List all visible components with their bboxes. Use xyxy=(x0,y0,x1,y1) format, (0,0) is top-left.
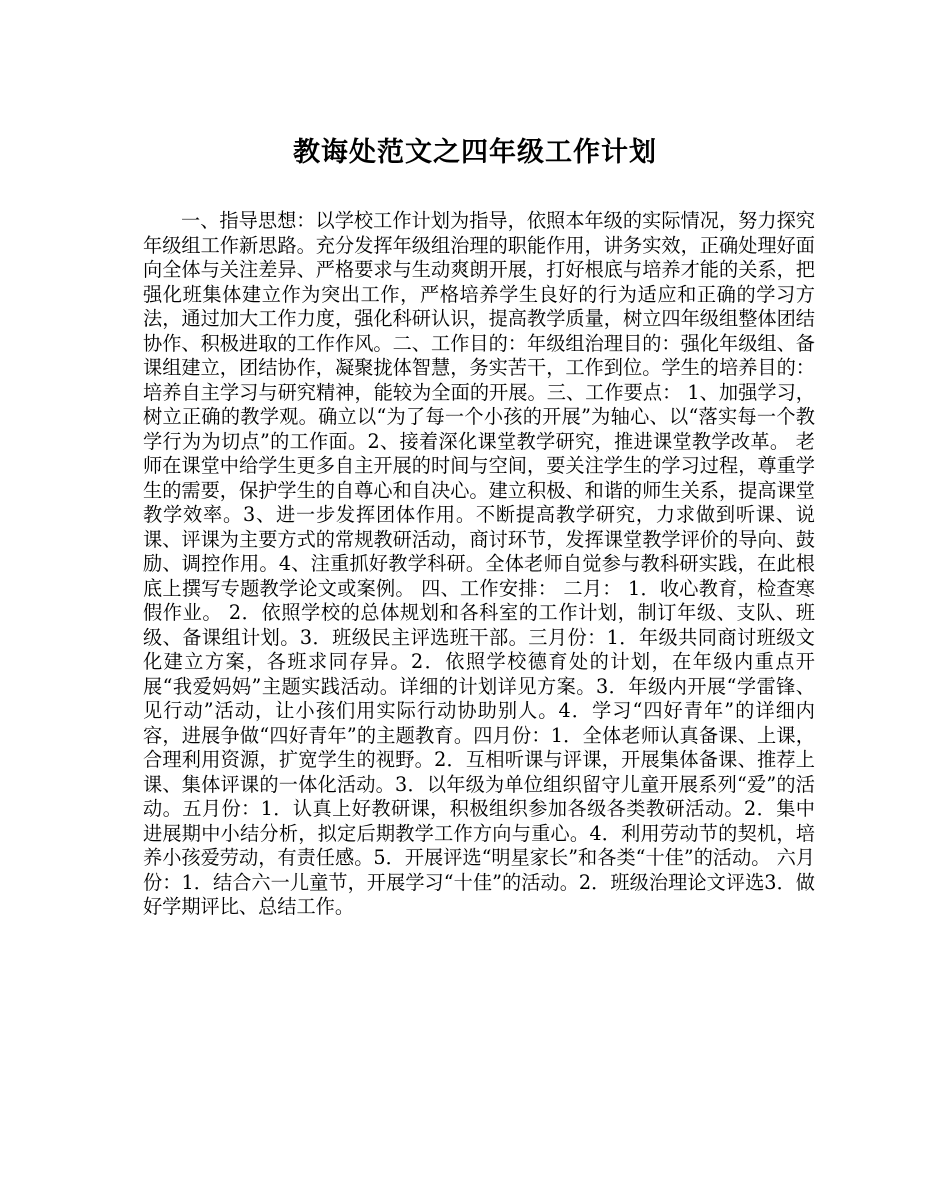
document-body: 一、指导思想：以学校工作计划为指导，依照本年级的实际情况，努力探究年级组工作新思路。充分发挥年级组治理的职能作用，讲务实效，正确处理好面向全体与关注差异、严格要求与生动爽朗开展，打好根底与培养才能的关系，把强化班集体建立作为突出工作，严格培养学生良好的行为适应和正确的学习方法，通过加大工作力度，强化科研认识，提高教学质量，树立四年级组整体团结协作、积极进取的工作作风。二、工作目的：年级组治理目的：强化年级组、备课组建立，团结协作，凝聚拢体智慧，务实苦干，工作到位。学生的培养目的：培养自主学习与研究精神，能较为全面的开展。三、工作要点： 1、加强学习， 树立正确的教学观。确立以“为了每一个小孩的开展”为轴心、以“落实每一个教学行为为切点”的工作面。2、接着深化课堂教学研究，推进课堂教学改革。 老师在课堂中给学生更多自主开展的时间与空间，要关注学生的学习过程，尊重学生的需要，保护学生的自尊心和自决心。建立积极、和谐的师生关系，提高课堂教学效率。3、进一步发挥团体作用。不断提高教学研究，力求做到听课、说课、评课为主要方式的常规教研活动，商讨环节，发挥课堂教学评价的导向、鼓励、调控作用。4、注重抓好教学科研。全体老师自觉参与教科研实践，在此根底上撰写专题教学论文或案例。 四、工作安排： 二月： 1．收心教育，检查寒假作业。 2．依照学校的总体规划和各科室的工作计划，制订年级、支队、班级、备课组计划。3．班级民主评选班干部。三月份：1．年级共同商讨班级文化建立方案，各班求同存异。2．依照学校德育处的计划，在年级内重点开展“我爱妈妈”主题实践活动。详细的计划详见方案。3．年级内开展“学雷锋、见行动”活动，让小孩们用实际行动协助别人。4．学习“四好青年”的详细内容，进展争做“四好青年”的主题教育。四月份：1．全体老师认真备课、上课，合理利用资源，扩宽学生的视野。2．互相听课与评课，开展集体备课、推荐上课、集体评课的一体化活动。3．以年级为单位组织留守儿童开展系列“爱”的活动。五月份：1．认真上好教研课，积极组织参加各级各类教研活动。2．集中进展期中小结分析，拟定后期教学工作方向与重心。4．利用劳动节的契机，培养小孩爱劳动，有责任感。5．开展评选“明星家长”和各类“十佳”的活动。 六月份：1．结合六一儿童节，开展学习“十佳”的活动。2．班级治理论文评选3．做好学期评比、总结工作。 xyxy=(143,209,815,918)
document-title: 教诲处范文之四年级工作计划 xyxy=(293,137,657,168)
